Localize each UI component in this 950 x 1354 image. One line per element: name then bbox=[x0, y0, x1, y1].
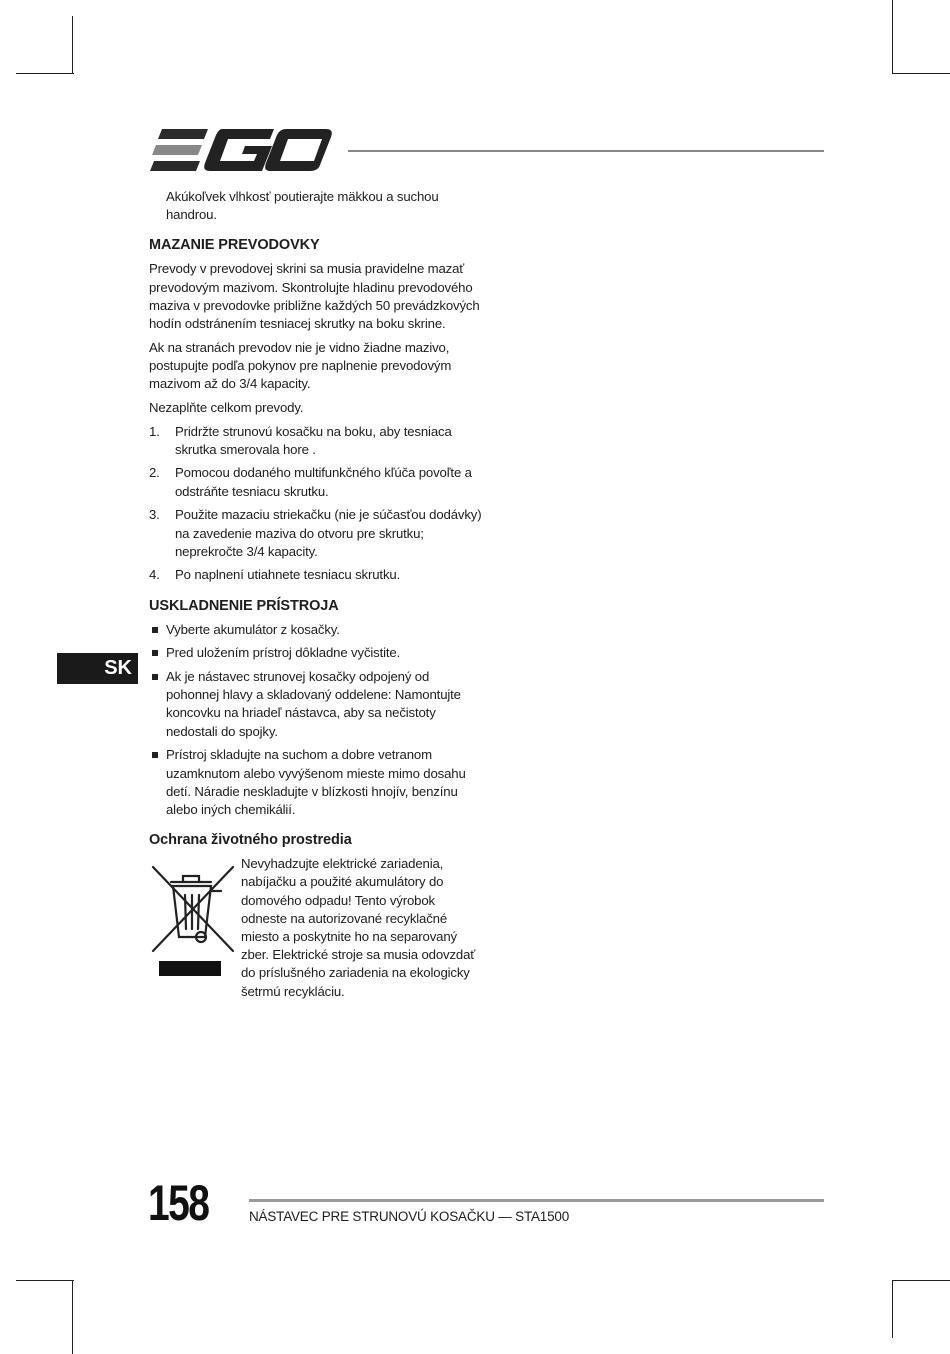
language-tab: SK bbox=[57, 653, 138, 684]
section-heading-environment: Ochrana životného prostredia bbox=[149, 832, 352, 849]
weee-symbol bbox=[149, 855, 241, 977]
paragraph: Prevody v prevodovej skrini sa musia pravidelne mazať prevodovým mazivom. Skontrolujte hladinu prevodového maziva v prevodovke približne každých 50 prevádzkových hodín odstránením tesniacej skrutky na boku skrine. bbox=[149, 261, 480, 332]
paragraph: Ak na stranách prevodov nie je vidno žiadne mazivo, postupujte podľa pokynov pre naplnenie prevodovým mazivom až do 3/4 kapacity. bbox=[149, 339, 452, 392]
step-number: 2. bbox=[149, 465, 160, 481]
header-rule bbox=[348, 150, 824, 152]
crop-mark bbox=[892, 0, 893, 74]
crossed-out-wheelie-bin-icon bbox=[149, 855, 241, 985]
step-text: Po naplnení utiahnete tesniacu skrutku. bbox=[175, 567, 401, 583]
crop-mark bbox=[892, 1280, 950, 1281]
crop-mark bbox=[16, 73, 74, 74]
lubrication-steps bbox=[149, 423, 485, 585]
list-item bbox=[149, 644, 485, 662]
bullet-square-icon bbox=[152, 650, 158, 656]
step-text: Použite mazaciu striekačku (nie je súčasťou dodávky) na zavedenie maziva do otvoru pre skrutku; neprekročte 3/4 kapacity. bbox=[175, 507, 482, 559]
step-number: 1. bbox=[149, 423, 160, 439]
crop-mark bbox=[72, 1280, 73, 1354]
list-item bbox=[149, 668, 485, 741]
list-item bbox=[149, 746, 485, 819]
step-text: Pomocou dodaného multifunkčného kľúča povoľte a odstráňte tesniacu skrutku. bbox=[175, 465, 472, 499]
list-item bbox=[149, 506, 485, 561]
section-heading-storage: USKLADNENIE PRÍSTROJA bbox=[149, 597, 339, 614]
crop-mark bbox=[892, 73, 950, 74]
step-text: Pridržte strunovú kosačku na boku, aby tesniaca skrutka smerovala hore . bbox=[175, 423, 452, 457]
crop-mark bbox=[16, 1280, 74, 1281]
list-item bbox=[149, 464, 485, 500]
list-item bbox=[149, 566, 485, 584]
crop-mark bbox=[892, 1280, 893, 1338]
footer-rule bbox=[249, 1199, 824, 1202]
bullet-text: Prístroj skladujte na suchom a dobre vetranom uzamknutom alebo vyvýšenom mieste mimo dosahu detí. Náradie neskladujte v blízkosti hnojív, benzínu alebo iných chemikálií. bbox=[166, 747, 466, 817]
content-column bbox=[149, 188, 485, 1001]
list-item bbox=[149, 621, 485, 639]
paragraph: Nezaplňte celkom prevody. bbox=[149, 399, 304, 415]
bullet-text: Pred uložením prístroj dôkladne vyčistite. bbox=[166, 645, 401, 661]
environment-text: Nevyhadzujte elektrické zariadenia, nabíjačku a použité akumulátory do domového odpadu! Tento výrobok odneste na autorizované recyklačné miesto a poskytnite ho na separovaný zber. Elektrické stroje sa musia odovzdať do príslušného zariadenia na ekologicky šetrmú recykláciu. bbox=[241, 856, 476, 999]
section-heading-lubrication: MAZANIE PREVODOVKY bbox=[149, 237, 320, 254]
storage-bullets bbox=[149, 621, 485, 820]
step-number: 3. bbox=[149, 507, 160, 523]
page-number: 158 bbox=[148, 1175, 209, 1231]
step-number: 4. bbox=[149, 567, 160, 583]
bullet-square-icon bbox=[152, 752, 158, 758]
bullet-text: Vyberte akumulátor z kosačky. bbox=[166, 621, 340, 637]
crop-mark bbox=[72, 16, 73, 74]
environment-block bbox=[149, 855, 485, 1001]
bullet-text: Ak je nástavec strunovej kosačky odpojený od pohonnej hlavy a skladovaný oddelene: Namontujte koncovku na hriadeľ nástavca, aby sa nečistoty nedostali do spojky. bbox=[166, 669, 461, 739]
list-item bbox=[149, 423, 485, 459]
bullet-square-icon bbox=[152, 674, 158, 680]
ego-logo bbox=[150, 129, 332, 171]
bullet-square-icon bbox=[152, 627, 158, 633]
footer-title: NÁSTAVEC PRE STRUNOVÚ KOSAČKU — STA1500 bbox=[249, 1209, 570, 1224]
intro-text: Akúkoľvek vlhkosť poutierajte mäkkou a suchou handrou. bbox=[166, 189, 439, 223]
